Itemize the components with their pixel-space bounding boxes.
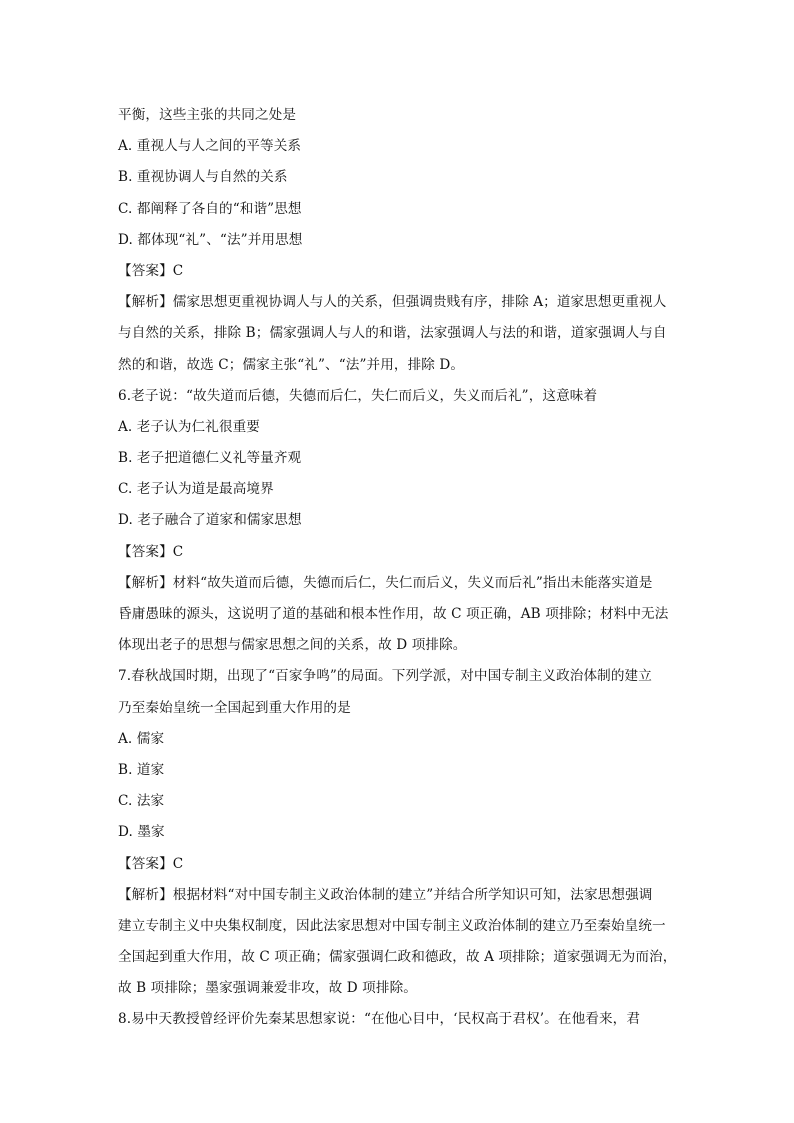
question-7-stem-line-1: 7.春秋战国时期，出现了“百家争鸣”的局面。下列学派，对中国专制主义政治体制的建立 (118, 668, 652, 685)
question-7-analysis-line-1: 【解析】根据材料“对中国专制主义政治体制的建立”并结合所学知识可知，法家思想强调 (118, 886, 653, 903)
question-5-stem-continuation: 平衡，这些主张的共同之处是 (118, 107, 297, 123)
question-6-analysis-line-1: 【解析】材料“故失道而后德，失德而后仁，失仁而后义，失义而后礼”指出未能落实道是 (118, 574, 653, 591)
question-6-analysis-line-2: 昏庸愚昧的源头，这说明了道的基础和根本性作用，故 C 项正确，AB 项排除；材料中无法 (118, 606, 669, 622)
question-5-analysis-line-2: 与自然的关系，排除 B；儒家强调人与人的和谐，法家强调人与法的和谐，道家强调人与自 (118, 325, 667, 342)
question-5-option-c: C. 都阐释了各自的“和谐”思想 (118, 200, 302, 217)
document-page (118, 100, 678, 1036)
question-5-option-b: B. 重视协调人与自然的关系 (118, 169, 288, 186)
question-7-option-d: D. 墨家 (118, 824, 165, 841)
question-6-analysis-line-3: 体现出老子的思想与儒家思想之间的关系，故 D 项排除。 (118, 637, 467, 654)
question-6-option-c: C. 老子认为道是最高境界 (118, 481, 274, 498)
question-6-answer: 【答案】C (118, 543, 184, 560)
question-7-option-a: A. 儒家 (118, 730, 165, 747)
question-5-answer: 【答案】C (118, 262, 184, 279)
question-7-analysis-line-3: 全国起到重大作用，故 C 项正确；儒家强调仁政和德政，故 A 项排除；道家强调无为而治， (118, 949, 677, 966)
question-5-analysis-line-3: 然的和谐，故选 C；儒家主张“礼”、“法”并用，排除 D。 (118, 356, 465, 373)
question-7-analysis-line-2: 建立专制主义中央集权制度，因此法家思想对中国专制主义政治体制的建立乃至秦始皇统一 (118, 917, 666, 934)
question-7-analysis-line-4: 故 B 项排除；墨家强调兼爱非攻，故 D 项排除。 (118, 980, 417, 997)
question-7-answer: 【答案】C (118, 855, 184, 872)
question-7-option-c: C. 法家 (118, 793, 165, 810)
question-6-stem: 6.老子说：“故失道而后德，失德而后仁，失仁而后义，失义而后礼”，这意味着 (118, 387, 598, 404)
question-5-option-d: D. 都体现“礼”、“法”并用思想 (118, 231, 303, 248)
question-6-option-a: A. 老子认为仁礼很重要 (118, 418, 261, 435)
question-5-analysis-line-1: 【解析】儒家思想更重视协调人与人的关系，但强调贵贱有序，排除 A；道家思想更重视人 (118, 294, 667, 311)
question-7-option-b: B. 道家 (118, 761, 165, 778)
question-6-option-d: D. 老子融合了道家和儒家思想 (118, 512, 302, 529)
question-6-option-b: B. 老子把道德仁义礼等量齐观 (118, 450, 302, 467)
question-7-stem-line-2: 乃至秦始皇统一全国起到重大作用的是 (118, 699, 351, 716)
question-5-option-a: A. 重视人与人之间的平等关系 (118, 138, 302, 155)
question-8-stem-line-1: 8.易中天教授曾经评价先秦某思想家说：“在他心目中，‘民权高于君权’。在他看来，君 (118, 1011, 641, 1028)
